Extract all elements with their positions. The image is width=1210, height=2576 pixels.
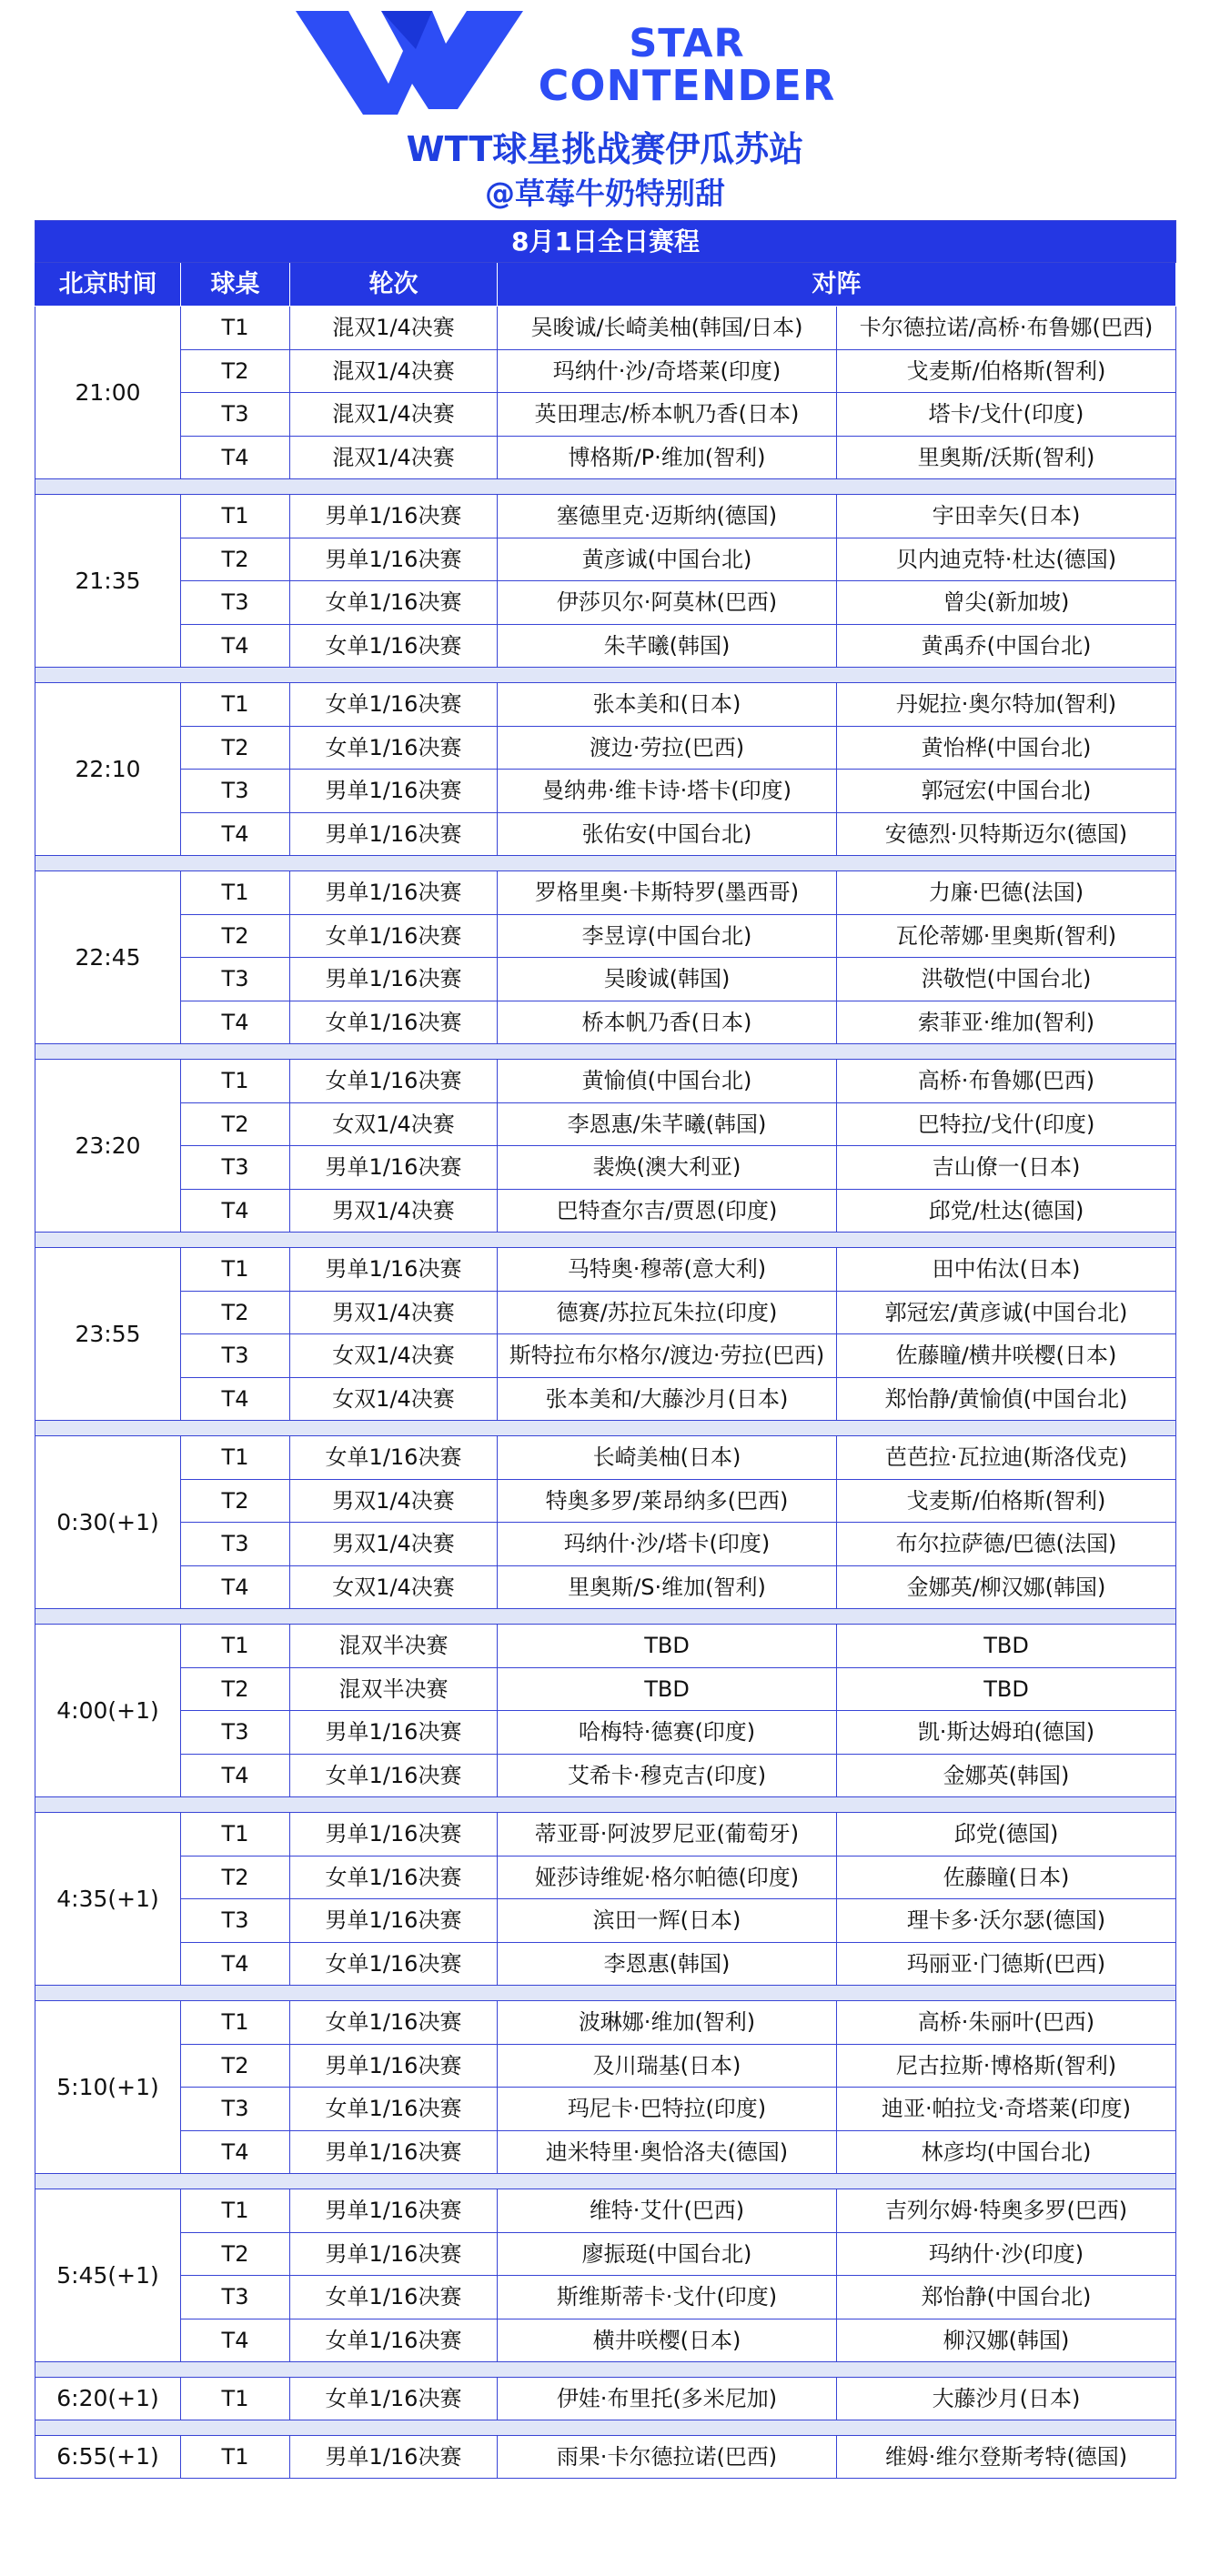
- table-cell: T3: [181, 1899, 290, 1943]
- side-b-cell: 邱党/杜达(德国): [837, 1189, 1176, 1233]
- side-a-cell: 黄彦诚(中国台北): [498, 538, 837, 581]
- time-cell: 4:00(+1): [35, 1625, 181, 1797]
- table-row: [35, 2276, 1176, 2319]
- side-b-cell: 邱党(德国): [837, 1813, 1176, 1857]
- table-row: [35, 1479, 1176, 1523]
- table-cell: T1: [181, 307, 290, 350]
- table-row: [35, 1856, 1176, 1899]
- table-cell: T3: [181, 2276, 290, 2319]
- side-a-cell: 长崎美柚(日本): [498, 1436, 837, 1480]
- side-a-cell: 裴焕(澳大利亚): [498, 1146, 837, 1190]
- side-a-cell: 斯特拉布尔格尔/渡边·劳拉(巴西): [498, 1334, 837, 1378]
- side-b-cell: 凯·斯达姆珀(德国): [837, 1711, 1176, 1755]
- time-cell: 5:45(+1): [35, 2189, 181, 2362]
- table-cell: T3: [181, 1334, 290, 1378]
- table-row: [35, 1436, 1176, 1480]
- round-cell: 男双1/4决赛: [290, 1291, 498, 1334]
- round-cell: 混双1/4决赛: [290, 393, 498, 437]
- table-row: [35, 726, 1176, 770]
- table-cell: T1: [181, 1060, 290, 1103]
- table-cell: T4: [181, 812, 290, 856]
- side-b-cell: 吉山僚一(日本): [837, 1146, 1176, 1190]
- separator-cell: [35, 1233, 1176, 1248]
- slot-separator: [35, 479, 1176, 495]
- side-b-cell: 里奥斯/沃斯(智利): [837, 436, 1176, 479]
- side-a-cell: 蒂亚哥·阿波罗尼亚(葡萄牙): [498, 1813, 837, 1857]
- side-a-cell: 玛纳什·沙/奇塔莱(印度): [498, 349, 837, 393]
- table-cell: T1: [181, 2001, 290, 2045]
- side-a-cell: 艾希卡·穆克吉(印度): [498, 1754, 837, 1797]
- round-cell: 女单1/16决赛: [290, 2378, 498, 2420]
- side-a-cell: 廖振珽(中国台北): [498, 2232, 837, 2276]
- table-header-row: [35, 263, 1176, 307]
- table-cell: T4: [181, 1001, 290, 1044]
- table-cell: T4: [181, 1942, 290, 1986]
- table-cell: T2: [181, 2044, 290, 2088]
- table-cell: T2: [181, 2232, 290, 2276]
- time-cell: 22:45: [35, 871, 181, 1044]
- side-b-cell: 玛丽亚·门德斯(巴西): [837, 1942, 1176, 1986]
- column-header-round: 轮次: [290, 263, 498, 307]
- table-row: [35, 871, 1176, 915]
- table-cell: T2: [181, 1102, 290, 1146]
- table-cell: T2: [181, 1667, 290, 1711]
- round-cell: 男单1/16决赛: [290, 2189, 498, 2233]
- side-a-cell: 维特·艾什(巴西): [498, 2189, 837, 2233]
- round-cell: 混双1/4决赛: [290, 436, 498, 479]
- side-a-cell: 塞德里克·迈斯纳(德国): [498, 495, 837, 538]
- slot-separator: [35, 856, 1176, 871]
- side-b-cell: 黄怡桦(中国台北): [837, 726, 1176, 770]
- side-a-cell: 滨田一辉(日本): [498, 1899, 837, 1943]
- table-row: [35, 2378, 1176, 2420]
- side-a-cell: 渡边·劳拉(巴西): [498, 726, 837, 770]
- round-cell: 男单1/16决赛: [290, 2044, 498, 2088]
- table-row: [35, 2232, 1176, 2276]
- table-cell: T4: [181, 2130, 290, 2174]
- wtt-logo-icon: [296, 7, 523, 118]
- table-cell: T4: [181, 624, 290, 668]
- table-cell: T2: [181, 1479, 290, 1523]
- side-b-cell: 金娜英(韩国): [837, 1754, 1176, 1797]
- time-cell: 21:35: [35, 495, 181, 668]
- table-cell: T3: [181, 1711, 290, 1755]
- table-cell: T3: [181, 1523, 290, 1566]
- table-row: [35, 495, 1176, 538]
- table-cell: T3: [181, 393, 290, 437]
- round-cell: 混双1/4决赛: [290, 349, 498, 393]
- table-cell: T2: [181, 1856, 290, 1899]
- side-a-cell: 迪米特里·奥恰洛夫(德国): [498, 2130, 837, 2174]
- side-a-cell: 横井咲樱(日本): [498, 2319, 837, 2362]
- side-b-cell: 郭冠宏(中国台北): [837, 770, 1176, 813]
- table-row: [35, 1711, 1176, 1755]
- side-b-cell: 维姆·维尔登斯考特(德国): [837, 2436, 1176, 2479]
- author-credit: @草莓牛奶特别甜: [485, 176, 725, 211]
- table-row: [35, 1291, 1176, 1334]
- round-cell: 女单1/16决赛: [290, 2276, 498, 2319]
- table-title-row: [35, 221, 1176, 263]
- separator-cell: [35, 1609, 1176, 1625]
- separator-cell: [35, 1797, 1176, 1813]
- side-a-cell: 桥本帆乃香(日本): [498, 1001, 837, 1044]
- table-cell: T1: [181, 2436, 290, 2479]
- table-cell: T1: [181, 683, 290, 727]
- side-a-cell: TBD: [498, 1667, 837, 1711]
- table-row: [35, 1813, 1176, 1857]
- table-cell: T3: [181, 770, 290, 813]
- round-cell: 女单1/16决赛: [290, 2319, 498, 2362]
- side-a-cell: 巴特查尔吉/贾恩(印度): [498, 1189, 837, 1233]
- side-b-cell: 高桥·朱丽叶(巴西): [837, 2001, 1176, 2045]
- round-cell: 男单1/16决赛: [290, 871, 498, 915]
- table-cell: T1: [181, 1248, 290, 1292]
- slot-separator: [35, 2174, 1176, 2189]
- side-b-cell: 瓦伦蒂娜·里奥斯(智利): [837, 914, 1176, 958]
- round-cell: 女单1/16决赛: [290, 1001, 498, 1044]
- round-cell: 混双半决赛: [290, 1667, 498, 1711]
- table-row: [35, 958, 1176, 1001]
- table-cell: T2: [181, 726, 290, 770]
- table-row: [35, 581, 1176, 625]
- side-b-cell: 安德烈·贝特斯迈尔(德国): [837, 812, 1176, 856]
- slot-separator: [35, 1233, 1176, 1248]
- table-cell: T4: [181, 1377, 290, 1421]
- table-row: [35, 2189, 1176, 2233]
- table-cell: T1: [181, 495, 290, 538]
- table-cell: T2: [181, 1291, 290, 1334]
- side-b-cell: 迪亚·帕拉戈·奇塔莱(印度): [837, 2088, 1176, 2131]
- side-b-cell: 郑怡静(中国台北): [837, 2276, 1176, 2319]
- round-cell: 混双半决赛: [290, 1625, 498, 1668]
- side-a-cell: 玛纳什·沙/塔卡(印度): [498, 1523, 837, 1566]
- table-row: [35, 1899, 1176, 1943]
- table-cell: T4: [181, 1565, 290, 1609]
- side-a-cell: 吴晙诚/长崎美柚(韩国/日本): [498, 307, 837, 350]
- round-cell: 女单1/16决赛: [290, 914, 498, 958]
- time-cell: 23:20: [35, 1060, 181, 1233]
- table-row: [35, 2319, 1176, 2362]
- side-b-cell: 洪敬恺(中国台北): [837, 958, 1176, 1001]
- slot-separator: [35, 1421, 1176, 1436]
- side-b-cell: 黄禹乔(中国台北): [837, 624, 1176, 668]
- round-cell: 女单1/16决赛: [290, 2001, 498, 2045]
- schedule-table: [35, 220, 1176, 2479]
- separator-cell: [35, 1044, 1176, 1060]
- table-row: [35, 1942, 1176, 1986]
- table-row: [35, 1565, 1176, 1609]
- round-cell: 男单1/16决赛: [290, 495, 498, 538]
- table-row: [35, 812, 1176, 856]
- slot-separator: [35, 1797, 1176, 1813]
- table-cell: T2: [181, 538, 290, 581]
- table-cell: T3: [181, 1146, 290, 1190]
- side-a-cell: 哈梅特·德赛(印度): [498, 1711, 837, 1755]
- side-a-cell: 马特奥·穆蒂(意大利): [498, 1248, 837, 1292]
- side-b-cell: 卡尔德拉诺/高桥·布鲁娜(巴西): [837, 307, 1176, 350]
- side-b-cell: 金娜英/柳汉娜(韩国): [837, 1565, 1176, 1609]
- slot-separator: [35, 2362, 1176, 2378]
- brand-contender: CONTENDER: [538, 61, 836, 110]
- table-cell: T2: [181, 349, 290, 393]
- side-b-cell: 塔卡/戈什(印度): [837, 393, 1176, 437]
- table-row: [35, 1146, 1176, 1190]
- round-cell: 女双1/4决赛: [290, 1334, 498, 1378]
- side-a-cell: 李恩惠(韩国): [498, 1942, 837, 1986]
- round-cell: 男双1/4决赛: [290, 1523, 498, 1566]
- table-row: [35, 914, 1176, 958]
- round-cell: 女单1/16决赛: [290, 1942, 498, 1986]
- table-cell: T4: [181, 1754, 290, 1797]
- side-a-cell: 里奥斯/S·维加(智利): [498, 1565, 837, 1609]
- side-a-cell: TBD: [498, 1625, 837, 1668]
- side-b-cell: 曾尖(新加坡): [837, 581, 1176, 625]
- side-a-cell: 德赛/苏拉瓦朱拉(印度): [498, 1291, 837, 1334]
- round-cell: 混双1/4决赛: [290, 307, 498, 350]
- time-cell: 22:10: [35, 683, 181, 856]
- table-cell: T1: [181, 1436, 290, 1480]
- table-title: 8月1日全日赛程: [35, 221, 1176, 263]
- slot-separator: [35, 1986, 1176, 2001]
- table-row: [35, 393, 1176, 437]
- side-a-cell: 张本美和/大藤沙月(日本): [498, 1377, 837, 1421]
- side-b-cell: 宇田幸矢(日本): [837, 495, 1176, 538]
- table-row: [35, 1667, 1176, 1711]
- side-a-cell: 雨果·卡尔德拉诺(巴西): [498, 2436, 837, 2479]
- side-a-cell: 李恩惠/朱芊曦(韩国): [498, 1102, 837, 1146]
- round-cell: 男单1/16决赛: [290, 958, 498, 1001]
- side-a-cell: 张本美和(日本): [498, 683, 837, 727]
- side-b-cell: 索菲亚·维加(智利): [837, 1001, 1176, 1044]
- round-cell: 男单1/16决赛: [290, 770, 498, 813]
- side-b-cell: 林彦均(中国台北): [837, 2130, 1176, 2174]
- round-cell: 男双1/4决赛: [290, 1189, 498, 1233]
- time-cell: 0:30(+1): [35, 1436, 181, 1609]
- side-a-cell: 特奥多罗/莱昂纳多(巴西): [498, 1479, 837, 1523]
- separator-cell: [35, 668, 1176, 683]
- side-b-cell: 郭冠宏/黄彦诚(中国台北): [837, 1291, 1176, 1334]
- round-cell: 女单1/16决赛: [290, 2088, 498, 2131]
- side-a-cell: 伊莎贝尔·阿莫林(巴西): [498, 581, 837, 625]
- round-cell: 女单1/16决赛: [290, 581, 498, 625]
- side-b-cell: 田中佑汰(日本): [837, 1248, 1176, 1292]
- round-cell: 男双1/4决赛: [290, 1479, 498, 1523]
- table-row: [35, 1625, 1176, 1668]
- side-b-cell: 大藤沙月(日本): [837, 2378, 1176, 2420]
- table-cell: T1: [181, 1813, 290, 1857]
- round-cell: 男单1/16决赛: [290, 1146, 498, 1190]
- table-row: [35, 1189, 1176, 1233]
- side-a-cell: 罗格里奥·卡斯特罗(墨西哥): [498, 871, 837, 915]
- round-cell: 男单1/16决赛: [290, 2436, 498, 2479]
- side-a-cell: 吴晙诚(韩国): [498, 958, 837, 1001]
- side-a-cell: 玛尼卡·巴特拉(印度): [498, 2088, 837, 2131]
- side-b-cell: 巴特拉/戈什(印度): [837, 1102, 1176, 1146]
- table-cell: T3: [181, 2088, 290, 2131]
- table-row: [35, 770, 1176, 813]
- column-header-table: 球桌: [181, 263, 290, 307]
- side-b-cell: 尼古拉斯·博格斯(智利): [837, 2044, 1176, 2088]
- round-cell: 男单1/16决赛: [290, 2232, 498, 2276]
- side-a-cell: 朱芊曦(韩国): [498, 624, 837, 668]
- table-cell: T4: [181, 436, 290, 479]
- table-row: [35, 683, 1176, 727]
- table-row: [35, 2088, 1176, 2131]
- time-cell: 6:55(+1): [35, 2436, 181, 2479]
- table-cell: T4: [181, 1189, 290, 1233]
- round-cell: 男单1/16决赛: [290, 1248, 498, 1292]
- side-a-cell: 斯维斯蒂卡·戈什(印度): [498, 2276, 837, 2319]
- round-cell: 男单1/16决赛: [290, 538, 498, 581]
- table-row: [35, 1334, 1176, 1378]
- table-row: [35, 1102, 1176, 1146]
- table-cell: T1: [181, 2378, 290, 2420]
- table-cell: T3: [181, 581, 290, 625]
- table-cell: T1: [181, 871, 290, 915]
- side-b-cell: TBD: [837, 1625, 1176, 1668]
- side-b-cell: 佐藤瞳(日本): [837, 1856, 1176, 1899]
- slot-separator: [35, 1044, 1176, 1060]
- table-row: [35, 349, 1176, 393]
- table-row: [35, 1754, 1176, 1797]
- side-a-cell: 曼纳弗·维卡诗·塔卡(印度): [498, 770, 837, 813]
- separator-cell: [35, 1421, 1176, 1436]
- side-b-cell: 戈麦斯/伯格斯(智利): [837, 1479, 1176, 1523]
- time-cell: 21:00: [35, 307, 181, 479]
- separator-cell: [35, 1986, 1176, 2001]
- slot-separator: [35, 668, 1176, 683]
- separator-cell: [35, 2362, 1176, 2378]
- table-row: [35, 2436, 1176, 2479]
- side-b-cell: 力廉·巴德(法国): [837, 871, 1176, 915]
- table-row: [35, 1248, 1176, 1292]
- table-cell: T3: [181, 958, 290, 1001]
- side-b-cell: 佐藤瞳/横井咲樱(日本): [837, 1334, 1176, 1378]
- round-cell: 女单1/16决赛: [290, 1754, 498, 1797]
- page-header: [0, 0, 1210, 218]
- table-row: [35, 1377, 1176, 1421]
- table-cell: T4: [181, 2319, 290, 2362]
- slot-separator: [35, 1609, 1176, 1625]
- time-cell: 23:55: [35, 1248, 181, 1421]
- table-cell: T2: [181, 914, 290, 958]
- column-header-time: 北京时间: [35, 263, 181, 307]
- table-cell: T1: [181, 2189, 290, 2233]
- round-cell: 男单1/16决赛: [290, 812, 498, 856]
- side-a-cell: 伊娃·布里托(多米尼加): [498, 2378, 837, 2420]
- separator-cell: [35, 479, 1176, 495]
- side-a-cell: 英田理志/桥本帆乃香(日本): [498, 393, 837, 437]
- column-header-matchup: 对阵: [498, 263, 1176, 307]
- round-cell: 女双1/4决赛: [290, 1377, 498, 1421]
- time-cell: 5:10(+1): [35, 2001, 181, 2174]
- separator-cell: [35, 2174, 1176, 2189]
- side-b-cell: 高桥·布鲁娜(巴西): [837, 1060, 1176, 1103]
- table-row: [35, 1523, 1176, 1566]
- round-cell: 女单1/16决赛: [290, 1060, 498, 1103]
- side-b-cell: 布尔拉萨德/巴德(法国): [837, 1523, 1176, 1566]
- side-b-cell: 丹妮拉·奥尔特加(智利): [837, 683, 1176, 727]
- round-cell: 男单1/16决赛: [290, 1711, 498, 1755]
- side-b-cell: 吉列尔姆·特奥多罗(巴西): [837, 2189, 1176, 2233]
- side-b-cell: 戈麦斯/伯格斯(智利): [837, 349, 1176, 393]
- separator-cell: [35, 2420, 1176, 2436]
- round-cell: 男单1/16决赛: [290, 1899, 498, 1943]
- slot-separator: [35, 2420, 1176, 2436]
- side-a-cell: 博格斯/P·维加(智利): [498, 436, 837, 479]
- brand-star: STAR: [629, 21, 745, 66]
- round-cell: 女单1/16决赛: [290, 683, 498, 727]
- side-a-cell: 黄愉偵(中国台北): [498, 1060, 837, 1103]
- table-row: [35, 1001, 1176, 1044]
- round-cell: 女单1/16决赛: [290, 726, 498, 770]
- round-cell: 女双1/4决赛: [290, 1565, 498, 1609]
- table-row: [35, 436, 1176, 479]
- separator-cell: [35, 856, 1176, 871]
- side-a-cell: 娅莎诗维妮·格尔帕德(印度): [498, 1856, 837, 1899]
- side-b-cell: 贝内迪克特·杜达(德国): [837, 538, 1176, 581]
- side-b-cell: 芭芭拉·瓦拉迪(斯洛伐克): [837, 1436, 1176, 1480]
- time-cell: 4:35(+1): [35, 1813, 181, 1986]
- round-cell: 男单1/16决赛: [290, 1813, 498, 1857]
- side-b-cell: 柳汉娜(韩国): [837, 2319, 1176, 2362]
- table-row: [35, 2001, 1176, 2045]
- round-cell: 女单1/16决赛: [290, 1856, 498, 1899]
- side-b-cell: 玛纳什·沙(印度): [837, 2232, 1176, 2276]
- table-row: [35, 307, 1176, 350]
- side-b-cell: TBD: [837, 1667, 1176, 1711]
- time-cell: 6:20(+1): [35, 2378, 181, 2420]
- round-cell: 女单1/16决赛: [290, 1436, 498, 1480]
- side-a-cell: 及川瑞基(日本): [498, 2044, 837, 2088]
- table-row: [35, 2044, 1176, 2088]
- table-row: [35, 624, 1176, 668]
- side-a-cell: 张佑安(中国台北): [498, 812, 837, 856]
- side-b-cell: 郑怡静/黄愉偵(中国台北): [837, 1377, 1176, 1421]
- side-a-cell: 李昱谆(中国台北): [498, 914, 837, 958]
- side-a-cell: 波琳娜·维加(智利): [498, 2001, 837, 2045]
- table-row: [35, 2130, 1176, 2174]
- round-cell: 女双1/4决赛: [290, 1102, 498, 1146]
- table-cell: T1: [181, 1625, 290, 1668]
- table-row: [35, 1060, 1176, 1103]
- table-row: [35, 538, 1176, 581]
- round-cell: 女单1/16决赛: [290, 624, 498, 668]
- round-cell: 男单1/16决赛: [290, 2130, 498, 2174]
- side-b-cell: 理卡多·沃尔瑟(德国): [837, 1899, 1176, 1943]
- event-title: WTT球星挑战赛伊瓜苏站: [406, 129, 804, 169]
